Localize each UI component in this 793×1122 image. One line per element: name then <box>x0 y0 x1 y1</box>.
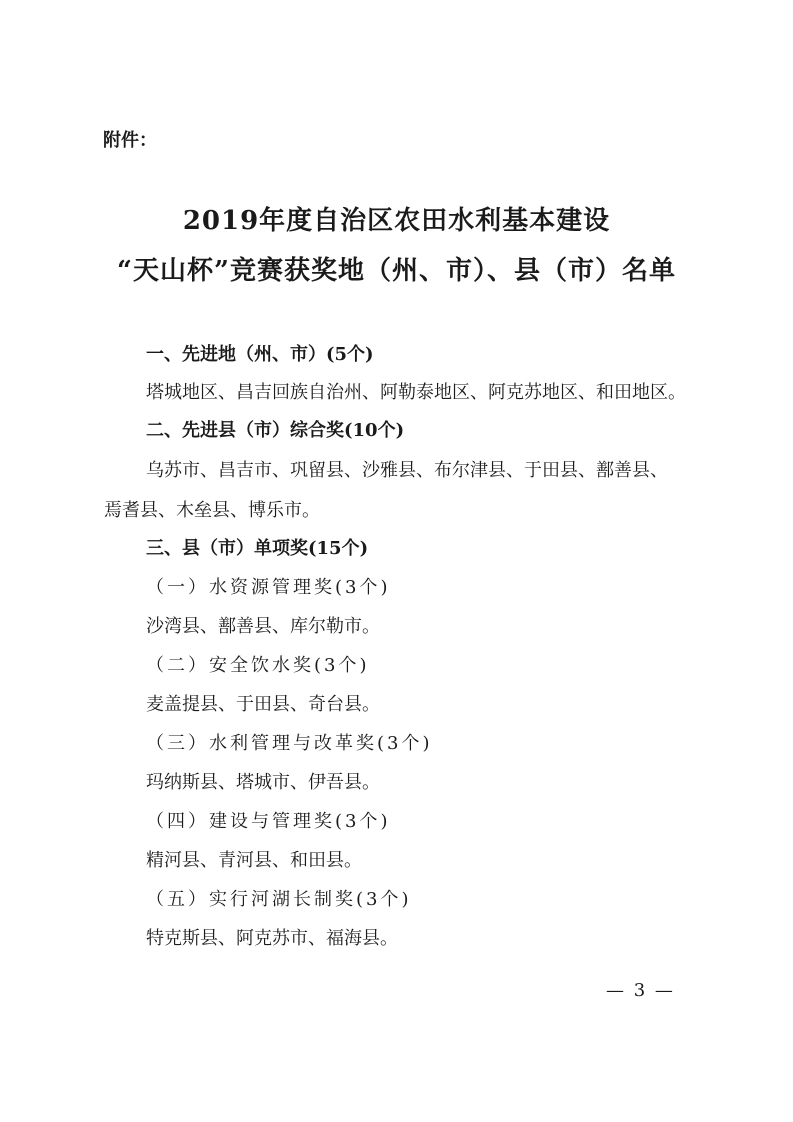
award-category-title: （五）实行河湖长制奖(3个) <box>146 889 412 910</box>
document-title-line-1: 2019年度自治区农田水利基本建设 <box>182 206 611 236</box>
award-category-title: （三）水利管理与改革奖(3个) <box>146 733 433 754</box>
award-category-winners: 玛纳斯县、塔城市、伊吾县。 <box>146 772 380 793</box>
section-1-heading: 一、先进地（州、市）(5个) <box>146 344 374 365</box>
section-3-heading: 三、县（市）单项奖(15个) <box>146 538 369 559</box>
award-category-winners: 麦盖提县、于田县、奇台县。 <box>146 694 380 715</box>
section-2-body-line-2: 焉耆县、木垒县、博乐市。 <box>104 500 320 521</box>
document-title-line-2: “天山杯”竞赛获奖地（州、市）、县（市）名单 <box>117 256 676 286</box>
page-number: — 3 — <box>606 980 675 1001</box>
award-category-title: （四）建设与管理奖(3个) <box>146 811 391 832</box>
award-category-winners: 特克斯县、阿克苏市、福海县。 <box>146 928 398 949</box>
section-2-body-line-1: 乌苏市、昌吉市、巩留县、沙雅县、布尔津县、于田县、鄯善县、 <box>146 460 668 481</box>
award-category-winners: 精河县、青河县、和田县。 <box>146 850 362 871</box>
award-category-title: （一）水资源管理奖(3个) <box>146 577 391 598</box>
section-1-body: 塔城地区、昌吉回族自治州、阿勒泰地区、阿克苏地区、和田地区。 <box>146 382 686 403</box>
award-category-title: （二）安全饮水奖(3个) <box>146 655 370 676</box>
section-2-heading: 二、先进县（市）综合奖(10个) <box>146 420 405 441</box>
attachment-label: 附件： <box>103 130 157 151</box>
award-category-winners: 沙湾县、鄯善县、库尔勒市。 <box>146 616 380 637</box>
